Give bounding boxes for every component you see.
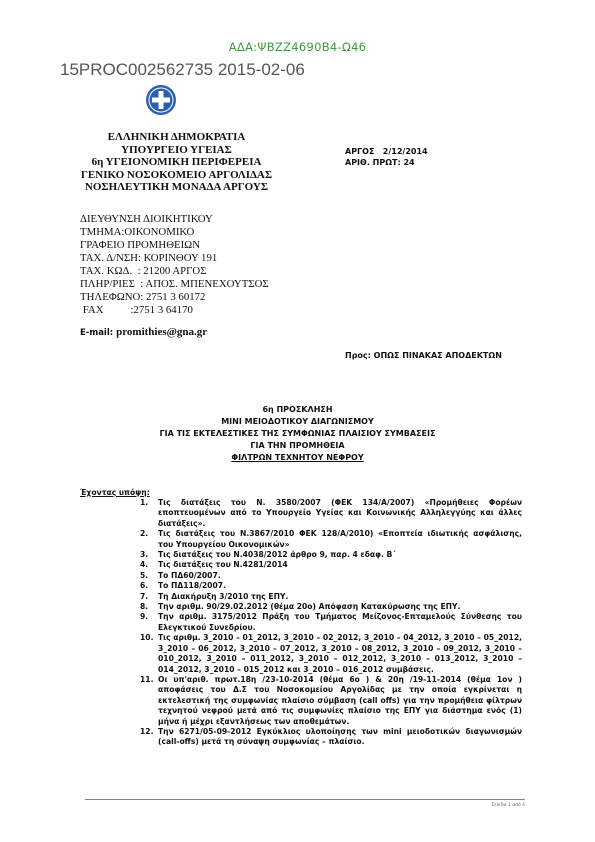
department-line: ΤΑΧ. Δ/ΝΣΗ: ΚΟΡΙΝΘΟΥ 191 — [80, 252, 218, 264]
item-text: Την αριθμ. 90/29.02.2012 (θέμα 20ο) Απόφαση Κατακύρωσης της ΕΠΥ. — [158, 602, 461, 612]
item-text: Τις διατάξεις του Ν. 3580/2007 (ΦΕΚ 134/Α/2007) «Προμήθειες Φορέων εποπτευομένων από το Υπουργείο Υγείας και Κοινωνικής Αλληλεγγύης και άλλες διατάξεις». — [158, 498, 522, 528]
department-line: ΓΡΑΦΕΙΟ ΠΡΟΜΗΘΕΙΩΝ — [80, 239, 201, 251]
header-line: 6η ΥΓΕΙΟΝΟΜΙΚΗ ΠΕΡΙΦΕΡΕΙΑ — [91, 156, 262, 169]
email-label: E-mail: — [80, 328, 117, 338]
item-text: Οι υπ'αριθ. πρωτ.18η /23-10-2014 (θέμα 6ο ) & 20η /19-11-2014 (θέμα 1ον ) αποφάσεις του Δ.Σ του Νοσοκομείου Αργολίδας με την οποία εγκρίνεται η εκτελεστική της συμφωνίας πλαίσιο σύμβαση (call offs) για την προμήθεια φίλτρων τεχνητού νεφρού μετά από τις συμφωνίες πλαίσιο της ΕΠΥ για διάστημα ενός (1) μήνα ή μέχρι εξαντλήσεως των αποθεμάτων. — [158, 674, 522, 726]
item-number: 5. — [140, 570, 149, 580]
item-text: Το ΠΔ60/2007. — [158, 570, 221, 580]
header-line: ΕΛΛΗΝΙΚΗ ΔΗΜΟΚΡΑΤΙΑ — [107, 131, 246, 143]
item-number: 3. — [140, 550, 149, 560]
greek-emblem-icon — [145, 84, 177, 116]
list-item — [140, 602, 522, 612]
email-link[interactable]: promithies@gna.gr — [116, 326, 208, 338]
page-number: Σελίδα 1 από 4 — [491, 803, 525, 808]
item-text: Τις αριθμ. 3_2010 – 01_2012, 3_2010 – 02_2012, 3_2010 – 04_2012, 3_2010 – 05_2012, 3_2010 – 06_2012, 3_2010 – 07_2012, 3_2010 – 08_2012, 3_2010 – 09_2012, 3_2010 – 010_2012, 3_2010 – 011_2012, 3_2010 – 012_2012, 3_2010 – 013_2012, 3_2010 – 014_2012, 3_2010 – 015_2012 και 3_2010 – 016_2012 συμβάσεις. — [158, 633, 522, 674]
issuer-header — [74, 131, 279, 194]
item-number: 2. — [140, 529, 149, 539]
list-item — [140, 727, 522, 748]
item-number: 1. — [140, 498, 149, 507]
department-line: ΤΜΗΜΑ:ΟΙΚΟΝΟΜΙΚΟ — [80, 226, 195, 238]
item-number: 6. — [140, 581, 149, 591]
item-number: 7. — [140, 591, 149, 601]
list-item — [140, 560, 522, 570]
header-line: ΥΠΟΥΡΓΕΙΟ ΥΓΕΙΑΣ — [121, 143, 232, 156]
department-line: ΤΗΛΕΦΩΝΟ: 2751 3 60172 — [80, 291, 206, 303]
title-line: ΓΙΑ ΤΙΣ ΕΚΤΕΛΕΣΤΙΚΕΣ ΤΗΣ ΣΥΜΦΩΝΙΑΣ ΠΛΑΙΣΙΟΥ ΣΥΜΒΑΣΕΙΣ — [159, 429, 436, 438]
title-line: ΜΙΝΙ ΜΕΙΟΔΟΤΙΚΟΥ ΔΙΑΓΩΝΙΣΜΟΥ — [221, 417, 374, 426]
title-line: 6η ΠΡΟΣΚΛΗΣΗ — [262, 405, 333, 414]
list-item — [140, 675, 522, 727]
department-block — [80, 213, 269, 317]
document-title — [60, 404, 535, 464]
item-number: 12. — [140, 726, 154, 736]
place-date: ΑΡΓΟΣ 2/12/2014 — [345, 147, 428, 156]
item-text: Το ΠΔ118/2007. — [158, 581, 226, 591]
list-item — [140, 550, 522, 560]
department-line: ΠΛΗΡ/ΡΙΕΣ : ΑΠΟΣ. ΜΠΕΝΕΧΟΥΤΣΟΣ — [80, 278, 269, 290]
item-text: Τις διατάξεις του Ν.4281/2014 — [158, 560, 288, 570]
list-item — [140, 581, 522, 591]
title-product: ΦΙΛΤΡΩΝ ΤΕΧΝΗΤΟΥ ΝΕΦΡΟΥ — [231, 453, 364, 462]
intro-heading: Έχοντας υπόψη: — [80, 488, 150, 497]
list-item — [140, 498, 522, 529]
item-number: 11. — [140, 674, 154, 684]
item-text: Την 6271/05-09-2012 Εγκύκλιος υλοποίησης των mini μειοδοτικών διαγωνισμών (call-offs) μετά τη σύναψη συμφωνίας – πλαίσιο. — [158, 726, 522, 747]
ada-code: ΑΔΑ:ΨΒΖΖ4690Β4-Ω46 — [228, 40, 367, 54]
protocol-number: ΑΡΙΘ. ΠΡΩΤ: 24 — [345, 158, 415, 167]
item-text: Τις διατάξεις του Ν.3867/2010 ΦΕΚ 128/Α/2010) «Εποπτεία ιδιωτικής ασφάλισης, του Υπουργείου Οικονομικών» — [158, 529, 522, 549]
list-item — [140, 529, 522, 550]
proc-number: 15PROC002562735 2015-02-06 — [60, 60, 305, 79]
item-text: Την αριθμ. 3175/2012 Πράξη του Τμήματος Μείζονος-Επταμελούς Σύνθεσης του Ελεγκτικού Συνεδρίου. — [158, 612, 522, 632]
list-item — [140, 633, 522, 675]
header-line: ΝΟΣΗΛΕΥΤΙΚΗ ΜΟΝΑΔΑ ΑΡΓΟΥΣ — [84, 181, 269, 194]
list-item — [140, 592, 522, 602]
item-number: 8. — [140, 602, 149, 612]
date-block — [345, 146, 428, 168]
item-number: 10. — [140, 633, 154, 643]
department-line: ΤΑΧ. ΚΩΔ. : 21200 ΑΡΓΟΣ — [80, 265, 207, 277]
item-number: 9. — [140, 612, 149, 622]
list-item — [140, 571, 522, 581]
department-line: FAX :2751 3 64170 — [80, 304, 193, 316]
item-text: Τις διατάξεις του Ν.4038/2012 άρθρο 9, παρ. 4 εδαφ. Β΄ — [158, 550, 396, 560]
list-item — [140, 612, 522, 633]
header-line: ΓΕΝΙΚΟ ΝΟΣΟΚΟΜΕΙΟ ΑΡΓΟΛΙΔΑΣ — [80, 168, 273, 181]
considerations-list — [140, 498, 522, 748]
item-number: 4. — [140, 560, 149, 570]
department-line: ΔΙΕΥΘΥΝΣΗ ΔΙΟΙΚΗΤΙΚΟΥ — [80, 213, 213, 225]
footer-divider — [85, 799, 525, 800]
email-line — [80, 326, 207, 338]
item-text: Τη Διακήρυξη 3/2010 της ΕΠΥ. — [158, 591, 289, 601]
title-line: ΓΙΑ ΤΗΝ ΠΡΟΜΗΘΕΙΑ — [250, 441, 345, 450]
recipient-line: Προς: ΟΠΩΣ ΠΙΝΑΚΑΣ ΑΠΟΔΕΚΤΩΝ — [345, 351, 502, 360]
